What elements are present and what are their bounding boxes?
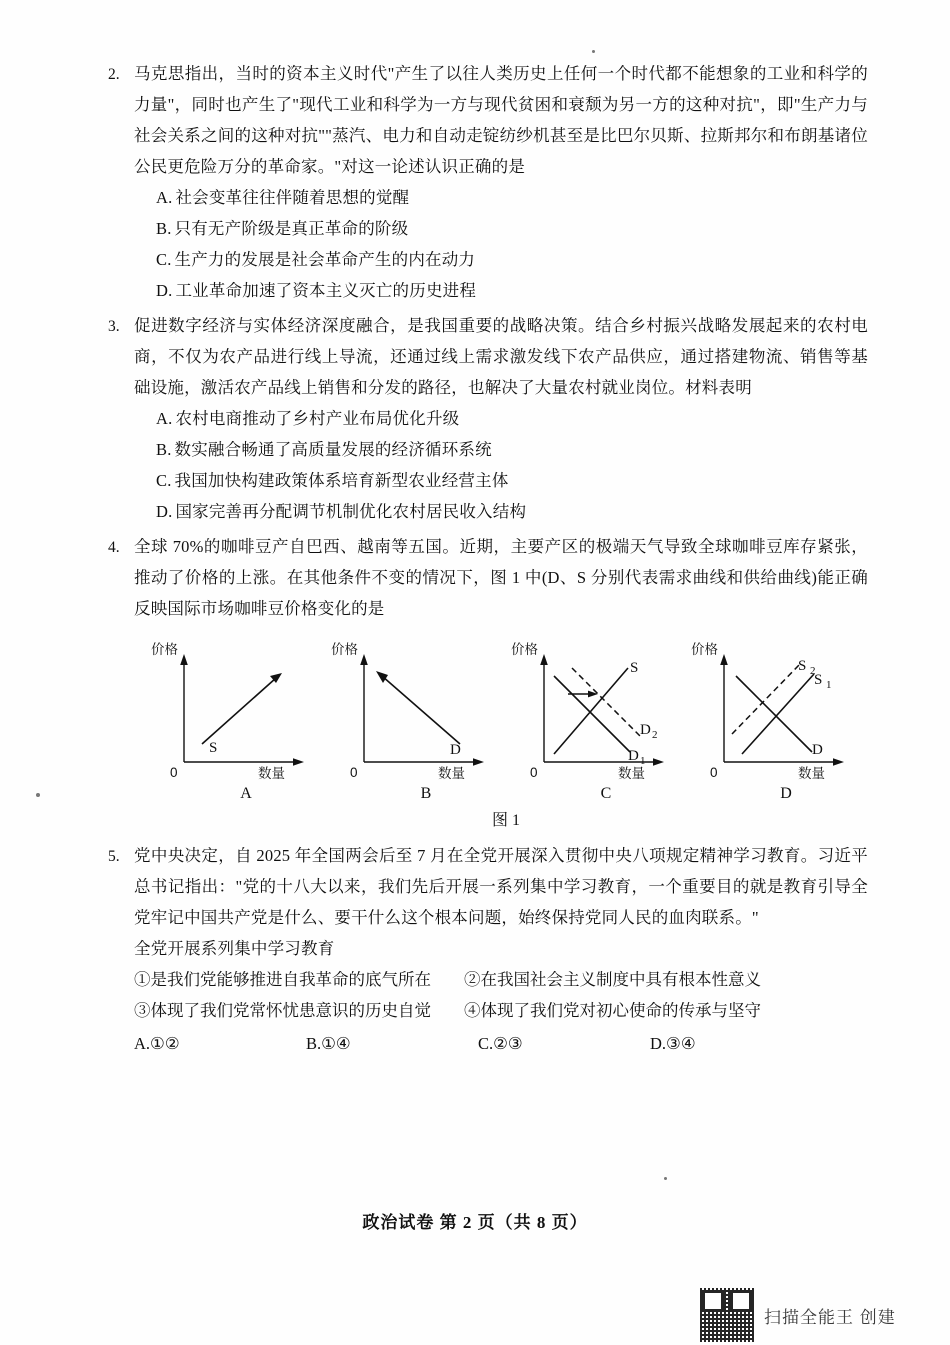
svg-text:价格: 价格 [511, 642, 538, 657]
question-4-number: 4. [108, 539, 120, 556]
question-5-answer-d[interactable] [650, 1028, 822, 1059]
item-label: ② [464, 970, 481, 989]
svg-text:数量: 数量 [618, 766, 645, 781]
option-label: B. [156, 219, 172, 238]
chart-d-svg [686, 632, 866, 787]
item-text: 在我国社会主义制度中具有根本性意义 [480, 970, 761, 989]
answer-label: A. [134, 1034, 151, 1053]
answer-text: ①④ [321, 1034, 351, 1053]
svg-text:S: S [209, 740, 218, 756]
question-2 [108, 58, 868, 306]
answer-text: ①② [150, 1034, 180, 1053]
question-5-answer-a[interactable] [134, 1028, 306, 1059]
page-footer: 政治试卷 第 2 页（共 8 页） [362, 1213, 588, 1232]
item-label: ③ [134, 1001, 151, 1020]
page-speck [664, 1177, 667, 1180]
scanner-watermark [700, 1288, 896, 1342]
page-speck [36, 793, 40, 797]
chart-c-label: C [600, 785, 612, 802]
question-list [108, 58, 868, 1063]
answer-label: D. [650, 1034, 667, 1053]
chart-b [326, 632, 506, 803]
option-text: 数实融合畅通了高质量发展的经济循环系统 [174, 440, 492, 459]
question-5-subline: 全党开展系列集中学习教育 [134, 939, 335, 958]
svg-text:数量: 数量 [798, 766, 825, 781]
chart-c [506, 632, 686, 803]
watermark-text: 扫描全能王 创建 [764, 1307, 896, 1327]
item-label: ④ [464, 1001, 481, 1020]
question-3-number: 3. [108, 318, 120, 335]
question-3-option-a[interactable] [134, 403, 868, 434]
question-2-option-c[interactable] [134, 244, 868, 275]
option-text: 社会变革往往伴随着思想的觉醒 [175, 188, 410, 207]
chart-a [146, 632, 326, 803]
question-2-option-a[interactable] [134, 182, 868, 213]
question-3-option-c[interactable] [134, 465, 868, 496]
question-5 [108, 840, 868, 1059]
item-text: 是我们党能够推进自我革命的底气所在 [150, 970, 431, 989]
question-5-number: 5. [108, 848, 120, 865]
question-3 [108, 310, 868, 527]
question-5-answer-c[interactable] [478, 1028, 650, 1059]
svg-text:S: S [798, 658, 807, 674]
figure-1-caption: 图 1 [491, 812, 520, 829]
option-label: D. [156, 502, 173, 521]
svg-text:1: 1 [826, 679, 832, 691]
svg-text:价格: 价格 [151, 642, 178, 657]
question-5-item-1[interactable] [134, 964, 464, 995]
figure-1-charts [146, 632, 868, 803]
question-2-stem: 马克思指出，当时的资本主义时代"产生了以往人类历史上任何一个时代都不能想象的工业和科学的力量"，同时也产生了"现代工业和科学为一方与现代贫困和衰颓为另一方的这种对抗"，即"生产力与社会关系之间的这种对抗""蒸汽、电力和自动走锭纺纱机甚至是比巴尔贝斯、拉斯邦尔和布朗基诸位公民更危险万分的革命家。"对这一论述认识正确的是 [134, 64, 868, 176]
chart-a-svg [146, 632, 326, 787]
svg-text:1: 1 [640, 755, 646, 767]
page-speck [592, 50, 595, 53]
svg-text:0: 0 [530, 765, 538, 780]
option-label: A. [156, 188, 173, 207]
svg-text:D: D [812, 742, 823, 758]
svg-text:数量: 数量 [258, 766, 285, 781]
chart-b-svg [326, 632, 506, 787]
svg-text:S: S [630, 660, 639, 676]
question-4 [108, 531, 868, 836]
question-2-option-b[interactable] [134, 213, 868, 244]
item-text: 体现了我们党常怀忧患意识的历史自觉 [150, 1001, 431, 1020]
chart-a-label: A [240, 785, 252, 802]
question-5-item-4[interactable] [464, 995, 868, 1026]
svg-text:2: 2 [652, 729, 658, 741]
option-text: 只有无产阶级是真正革命的阶级 [174, 219, 409, 238]
svg-text:0: 0 [350, 765, 358, 780]
chart-d [686, 632, 866, 803]
chart-d-label: D [780, 785, 792, 802]
answer-text: ③④ [666, 1034, 696, 1053]
question-5-item-3[interactable] [134, 995, 464, 1026]
question-3-option-b[interactable] [134, 434, 868, 465]
svg-text:D: D [628, 748, 639, 764]
option-label: A. [156, 409, 173, 428]
answer-label: B. [306, 1034, 322, 1053]
question-3-stem: 促进数字经济与实体经济深度融合，是我国重要的战略决策。结合乡村振兴战略发展起来的农村电商，不仅为农产品进行线上导流，还通过线上需求激发线下农产品供应，通过搭建物流、销售等基础设施，激活农产品线上销售和分发的路径，也解决了大量农村就业岗位。材料表明 [134, 316, 868, 397]
svg-text:0: 0 [710, 765, 718, 780]
question-5-items-row-1 [134, 964, 868, 995]
question-5-stem: 党中央决定，自 2025 年全国两会后至 7 月在全党开展深入贯彻中央八项规定精神学习教育。习近平总书记指出："党的十八大以来，我们先后开展一系列集中学习教育，一个重要目的就是教育引导全党牢记中国共产党是什么、要干什么这个根本问题，始终保持党同人民的血肉联系。" [134, 846, 868, 927]
option-text: 我国加快构建政策体系培育新型农业经营主体 [174, 471, 509, 490]
svg-text:D: D [450, 742, 461, 758]
item-text: 体现了我们党对初心使命的传承与坚守 [480, 1001, 761, 1020]
question-5-answer-b[interactable] [306, 1028, 478, 1059]
question-2-option-d[interactable] [134, 275, 868, 306]
option-text: 工业革命加速了资本主义灭亡的历史进程 [175, 281, 477, 300]
answer-text: ②③ [493, 1034, 523, 1053]
option-label: C. [156, 471, 172, 490]
option-label: C. [156, 250, 172, 269]
question-5-items-row-2 [134, 995, 868, 1026]
svg-text:S: S [814, 672, 823, 688]
chart-c-svg [506, 632, 686, 787]
answer-label: C. [478, 1034, 494, 1053]
option-label: D. [156, 281, 173, 300]
question-5-answers [134, 1028, 868, 1059]
question-4-stem: 全球 70%的咖啡豆产自巴西、越南等五国。近期，主要产区的极端天气导致全球咖啡豆库存紧张，推动了价格的上涨。在其他条件不变的情况下，图 1 中(D、S 分别代表需求曲线和供给曲线)能正确反映国际市场咖啡豆价格变化的是 [134, 537, 868, 618]
option-label: B. [156, 440, 172, 459]
svg-text:2: 2 [810, 665, 816, 677]
svg-text:D: D [640, 722, 651, 738]
svg-text:0: 0 [170, 765, 178, 780]
svg-text:价格: 价格 [691, 642, 718, 657]
svg-text:数量: 数量 [438, 766, 465, 781]
qr-code-icon [700, 1288, 754, 1342]
option-text: 国家完善再分配调节机制优化农村居民收入结构 [175, 502, 527, 521]
question-5-item-2[interactable] [464, 964, 868, 995]
option-text: 农村电商推动了乡村产业布局优化升级 [175, 409, 460, 428]
option-text: 生产力的发展是社会革命产生的内在动力 [174, 250, 476, 269]
question-2-number: 2. [108, 66, 120, 83]
chart-b-label: B [420, 785, 432, 802]
item-label: ① [134, 970, 151, 989]
question-3-option-d[interactable] [134, 496, 868, 527]
svg-text:价格: 价格 [331, 642, 358, 657]
